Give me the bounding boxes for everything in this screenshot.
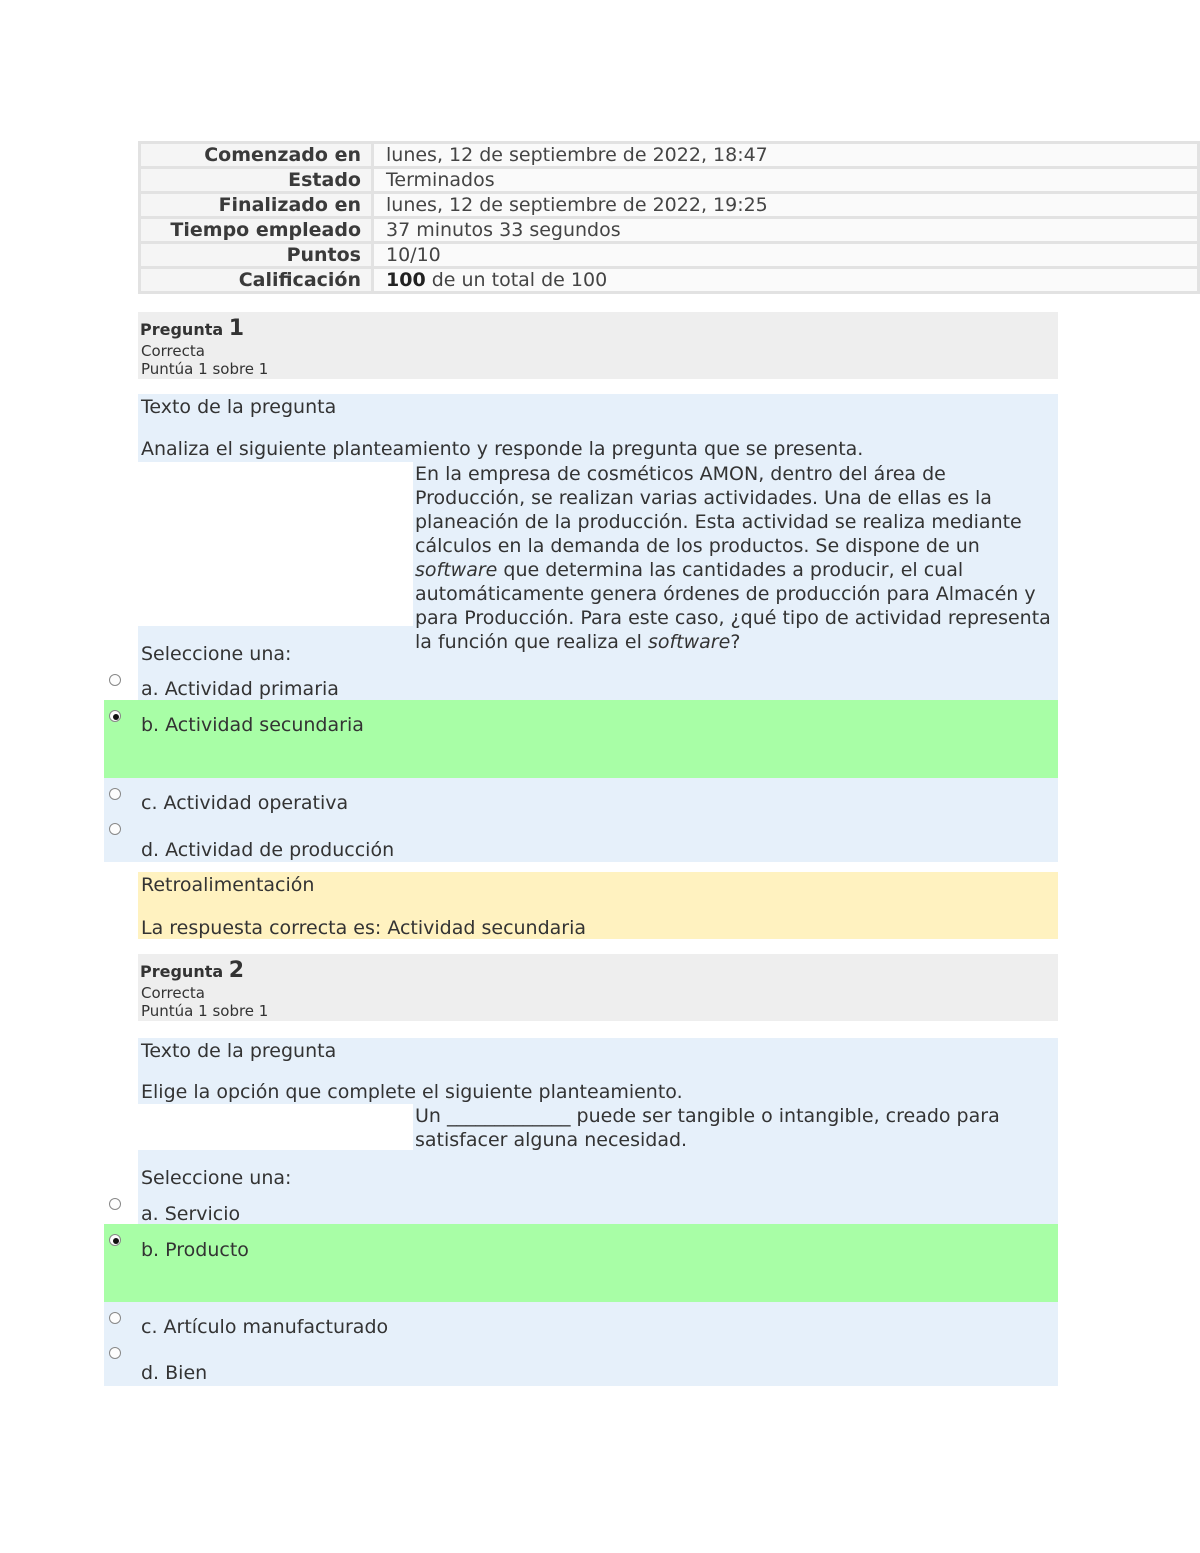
answer-option-a[interactable]: a. Servicio [141,1203,241,1225]
feedback-text: La respuesta correcta es: Actividad secundaria [141,917,587,939]
summary-label: Puntos [140,243,373,268]
correct-answer-highlight [104,700,1058,778]
question-text-header: Texto de la pregunta [141,396,337,418]
summary-row-started [140,143,1199,168]
question-number [140,958,244,983]
summary-label: Estado [140,168,373,193]
question-state: Correcta [141,342,205,360]
question-scenario: Un _____________ puede ser tangible o intangible, creado para satisfacer alguna necesidad. [415,1105,1000,1151]
summary-value: lunes, 12 de septiembre de 2022, 19:25 [373,193,1199,218]
summary-row-finished [140,193,1199,218]
scenario-text: En la empresa de cosméticos AMON, dentro del área de Producción, se realizan varias actividades. Una de ellas es la planeación de la producción. Esta actividad se realiza mediante cálculos en la demanda de los productos. Se dispone de un [415,463,1022,557]
question-label: Pregunta [140,962,224,981]
feedback-header: Retroalimentación [141,874,315,896]
question-num: 1 [228,316,245,341]
summary-row-state [140,168,1199,193]
answer-option-a[interactable]: a. Actividad primaria [141,678,339,700]
scenario-emphasis: software [415,559,498,581]
summary-row-grade [140,268,1199,293]
correct-answer-highlight [104,1224,1058,1302]
question-intro: Analiza el siguiente planteamiento y responde la pregunta que se presenta. [141,438,864,460]
question-grade: Puntúa 1 sobre 1 [141,360,269,378]
summary-value: 10/10 [373,243,1199,268]
answer-option-c[interactable]: c. Artículo manufacturado [141,1316,389,1338]
summary-label: Comenzado en [140,143,373,168]
summary-value: lunes, 12 de septiembre de 2022, 18:47 [373,143,1199,168]
question-num: 2 [228,958,245,983]
answer-option-d[interactable]: d. Bien [141,1362,208,1384]
attempt-summary-table [138,141,1200,294]
answer-option-d[interactable]: d. Actividad de producción [141,839,395,861]
question-2-info [138,954,1058,1021]
radio-option-c[interactable] [109,1312,121,1324]
radio-option-d[interactable] [109,823,121,835]
radio-option-b[interactable] [109,710,121,722]
radio-option-c[interactable] [109,788,121,800]
question-intro: Elige la opción que complete el siguiente planteamiento. [141,1081,683,1103]
radio-option-a[interactable] [109,1198,121,1210]
radio-option-b[interactable] [109,1234,121,1246]
scenario-emphasis: software [647,631,731,653]
radio-option-d[interactable] [109,1347,121,1359]
radio-option-a[interactable] [109,674,121,686]
summary-value [373,268,1199,293]
select-one-prompt: Seleccione una: [141,643,292,665]
question-grade: Puntúa 1 sobre 1 [141,1002,269,1020]
question-scenario [415,462,1058,654]
question-text-header: Texto de la pregunta [141,1040,337,1062]
summary-label: Calificación [140,268,373,293]
summary-row-points [140,243,1199,268]
summary-value: Terminados [373,168,1199,193]
summary-label: Finalizado en [140,193,373,218]
summary-label: Tiempo empleado [140,218,373,243]
grade-total: de un total de 100 [431,269,608,291]
scenario-text: que determina las cantidades a producir, el cual automáticamente genera órdenes de producción para Almacén y para Producción. Para este caso, ¿qué tipo de actividad representa la función que realiza el [415,559,1051,653]
answer-option-c[interactable]: c. Actividad operativa [141,792,349,814]
grade-score: 100 [386,269,426,291]
scenario-text: ? [730,631,741,653]
answer-option-b[interactable]: b. Actividad secundaria [141,714,364,736]
question-number [140,316,244,341]
summary-value: 37 minutos 33 segundos [373,218,1199,243]
question-label: Pregunta [140,320,224,339]
select-one-prompt: Seleccione una: [141,1167,292,1189]
question-1-info [138,312,1058,379]
summary-row-time [140,218,1199,243]
question-state: Correcta [141,984,205,1002]
answer-option-b[interactable]: b. Producto [141,1239,249,1261]
